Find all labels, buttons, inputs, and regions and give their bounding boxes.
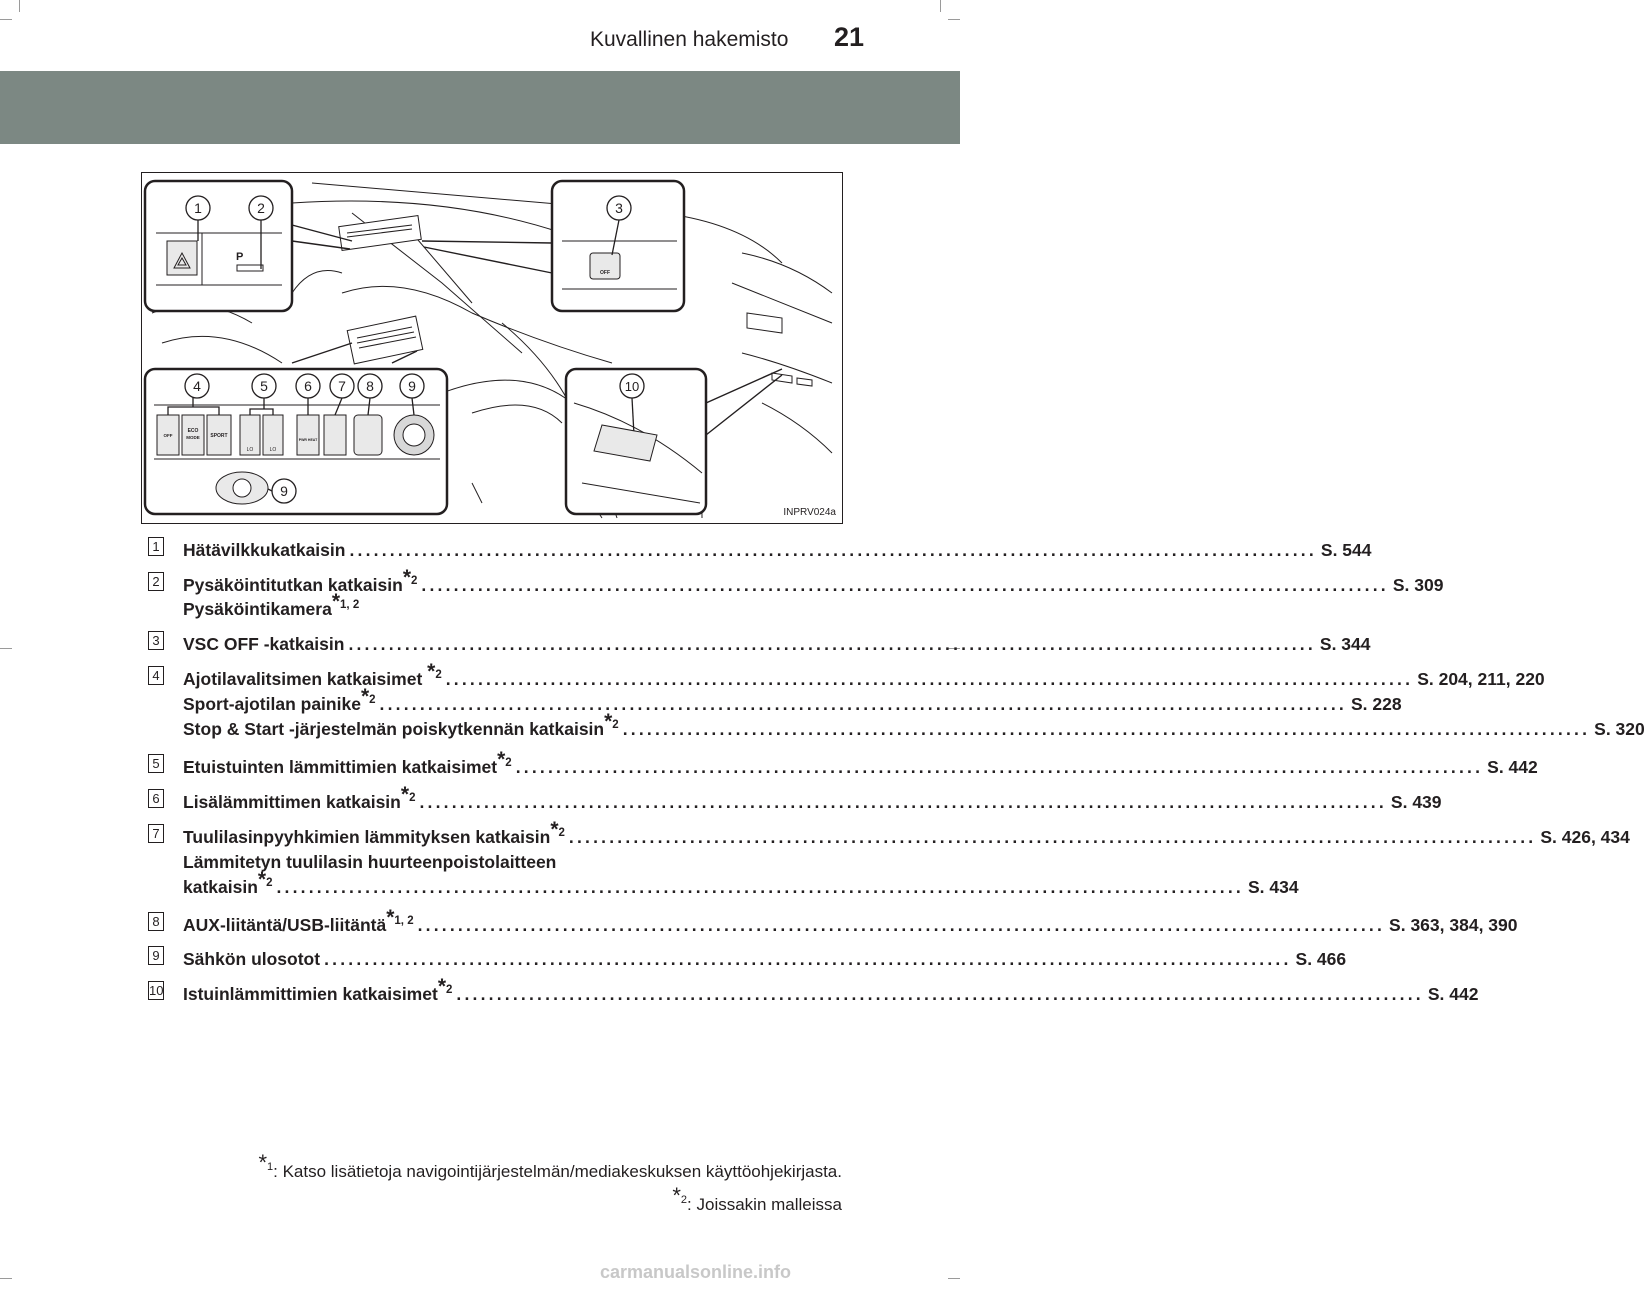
footnote-star: *: [400, 783, 410, 807]
crop-mark: [0, 19, 12, 20]
callout-5: 5: [260, 378, 268, 394]
page-number: 21: [834, 22, 865, 52]
item-number: 1: [148, 537, 164, 556]
page-reference: S. 309: [1392, 575, 1444, 595]
item-line: [183, 685, 1402, 715]
item-line: [183, 660, 1545, 690]
callout-10: 10: [624, 379, 640, 394]
button-pwr-heat-label: PWR HEAT: [298, 438, 318, 442]
footnote-star: *: [550, 818, 559, 842]
crop-mark: [19, 0, 20, 12]
item-number: 6: [148, 789, 164, 808]
dot-leader: ........................................................................................................................: [515, 757, 1484, 777]
dot-leader: ........................................................................................................................: [568, 827, 1537, 847]
footnote-ref: 2: [409, 792, 416, 805]
item-text: AUX-liitäntä/USB-liitäntä: [183, 915, 387, 935]
dot-leader: ........................................................................................................................: [417, 915, 1386, 935]
footnote-star: *: [672, 1183, 681, 1209]
footnote-star: *: [604, 710, 613, 734]
vsc-off-label: OFF: [600, 270, 610, 276]
item-text: Sähkön ulosotot: [183, 949, 321, 969]
footnote-ref: 2: [558, 827, 565, 840]
dot-leader: ........................................................................................................................: [379, 694, 1347, 714]
footnote-ref: 1, 2: [340, 599, 360, 612]
item-text: Hätävilkkukatkaisin: [183, 540, 346, 560]
footnote-star: *: [360, 685, 370, 709]
svg-text:P: P: [236, 251, 244, 263]
dot-leader: ........................................................................................................................: [419, 792, 1387, 812]
item-text: VSC OFF -katkaisin: [183, 634, 345, 654]
dot-leader: ........................................................................................................................: [324, 949, 1292, 969]
figure-code: INPRV024a: [783, 507, 836, 518]
dot-leader: ........................................................................................................................: [445, 669, 1414, 689]
crop-mark: [948, 19, 960, 20]
callout-9: 9: [408, 378, 416, 394]
callout-1: 1: [194, 200, 202, 216]
item-text: Etuistuinten lämmittimien katkaisimet: [183, 757, 498, 777]
header-title: Kuvallinen hakemisto: [590, 28, 789, 51]
button-lo-label: LO: [269, 447, 277, 453]
footnote-ref: 2: [411, 575, 418, 588]
item-number: 4: [148, 666, 164, 685]
item-line: [183, 847, 808, 873]
item-number: 9: [148, 946, 164, 965]
item-line: [183, 944, 1347, 970]
dot-leader: ........................................................................................................................: [421, 575, 1389, 595]
footnote-text: : Katso lisätietoja navigointijärjestelmän/mediakeskuksen käyttöohjekirjasta.: [273, 1162, 842, 1181]
callout-3: 3: [615, 200, 623, 216]
callout-6: 6: [304, 378, 312, 394]
crop-mark: [0, 1278, 12, 1279]
footnote-2: [672, 1183, 842, 1215]
item-text: Pysäköintitutkan katkaisin: [183, 575, 403, 595]
footnote-star: *: [497, 748, 506, 772]
page-reference: S. 204, 211, 220: [1417, 669, 1545, 689]
footnote-star: *: [331, 590, 341, 614]
page-reference: S. 434: [1247, 877, 1299, 897]
item-number: 2: [148, 572, 164, 591]
button-mode-label: MODE: [186, 435, 200, 440]
page-reference: S. 442: [1427, 984, 1479, 1004]
crop-mark: [948, 1278, 960, 1279]
footnote-star: *: [402, 566, 411, 590]
item-line: [183, 748, 1538, 778]
dashboard-figure: [141, 172, 843, 524]
footnote-ref: 1, 2: [394, 915, 414, 928]
item-line: [183, 783, 1442, 813]
footnote-mark: 2: [680, 1194, 688, 1207]
crop-mark: [0, 648, 12, 649]
item-text: Tuulilasinpyyhkimien lämmityksen katkaisin: [183, 827, 551, 847]
item-text: Istuinlämmittimien katkaisimet: [183, 984, 438, 1004]
section-band: [0, 71, 960, 144]
item-number: 3: [148, 631, 164, 650]
item-line: [183, 906, 1518, 936]
dot-leader: ........................................................................................................................: [456, 984, 1424, 1004]
dashboard-illustration: [142, 173, 844, 525]
button-eco-label: ECO: [187, 428, 199, 434]
item-text: Ajotilavalitsimen katkaisimet: [183, 669, 428, 689]
dot-leader: ........................................................................................................................: [276, 877, 1244, 897]
page-reference: S. 442: [1487, 757, 1538, 777]
item-line: [183, 818, 1630, 848]
dot-leader: ........................................................................................................................: [348, 634, 1316, 654]
item-line: [183, 975, 1479, 1005]
callout-9: 9: [280, 483, 288, 499]
callout-4: 4: [193, 378, 201, 394]
callout-2: 2: [257, 200, 265, 216]
item-number: 5: [148, 754, 164, 773]
footnote-star: *: [437, 975, 446, 999]
footnote-ref: 2: [266, 877, 273, 890]
item-text: Stop & Start -järjestelmän poiskytkennän katkaisin: [183, 719, 605, 739]
button-sport-label: SPORT: [210, 433, 228, 439]
callout-7: 7: [338, 378, 346, 394]
footnote-text: : Joissakin malleissa: [687, 1195, 842, 1214]
item-line: [183, 566, 1444, 596]
item-text: Lämmitetyn tuulilasin huurteenpoistolaitteen: [183, 852, 557, 872]
item-text: Lisälämmittimen katkaisin: [183, 792, 401, 812]
footnote-ref: 2: [369, 694, 376, 707]
footnote-star: *: [257, 868, 267, 892]
footer-watermark: carmanualsonline.info: [600, 1262, 792, 1282]
item-line: [183, 629, 1371, 655]
crop-mark: [940, 0, 941, 12]
button-lo-label: LO: [246, 447, 254, 453]
dot-leader: ........................................................................................................................: [622, 719, 1591, 739]
page-reference: S. 228: [1351, 694, 1402, 714]
footnote-ref: 2: [612, 719, 619, 732]
item-line: [183, 868, 1299, 898]
footnote-star: *: [386, 906, 395, 930]
item-number: 10: [149, 983, 164, 998]
item-text: Sport-ajotilan painike: [183, 694, 361, 714]
footnote-ref: 2: [435, 669, 442, 682]
item-line: [183, 590, 808, 620]
footnote-ref: 2: [505, 757, 512, 770]
page-reference: S. 344: [1319, 634, 1371, 654]
footnote-mark: 1: [267, 1161, 274, 1174]
item-line: [183, 535, 1372, 561]
footnote-star: *: [258, 1150, 268, 1176]
page-reference: S. 426, 434: [1540, 827, 1630, 847]
callout-8: 8: [366, 378, 374, 394]
page-reference: S. 320: [1594, 719, 1645, 739]
page-reference: S. 363, 384, 390: [1389, 915, 1518, 935]
item-line: [183, 710, 1645, 740]
item-number: 7: [148, 824, 164, 843]
item-text: Pysäköintikamera: [183, 599, 332, 619]
button-off-label: OFF: [163, 433, 173, 438]
page-reference: S. 439: [1390, 792, 1442, 812]
footnote-1: [258, 1150, 842, 1182]
footnote-ref: 2: [446, 984, 453, 997]
page-reference: S. 544: [1320, 540, 1372, 560]
item-text: katkaisin: [183, 877, 258, 897]
item-number: 8: [148, 912, 164, 931]
footnote-star: *: [427, 660, 436, 684]
dot-leader: ........................................................................................................................: [349, 540, 1317, 560]
page-reference: S. 466: [1295, 949, 1347, 969]
